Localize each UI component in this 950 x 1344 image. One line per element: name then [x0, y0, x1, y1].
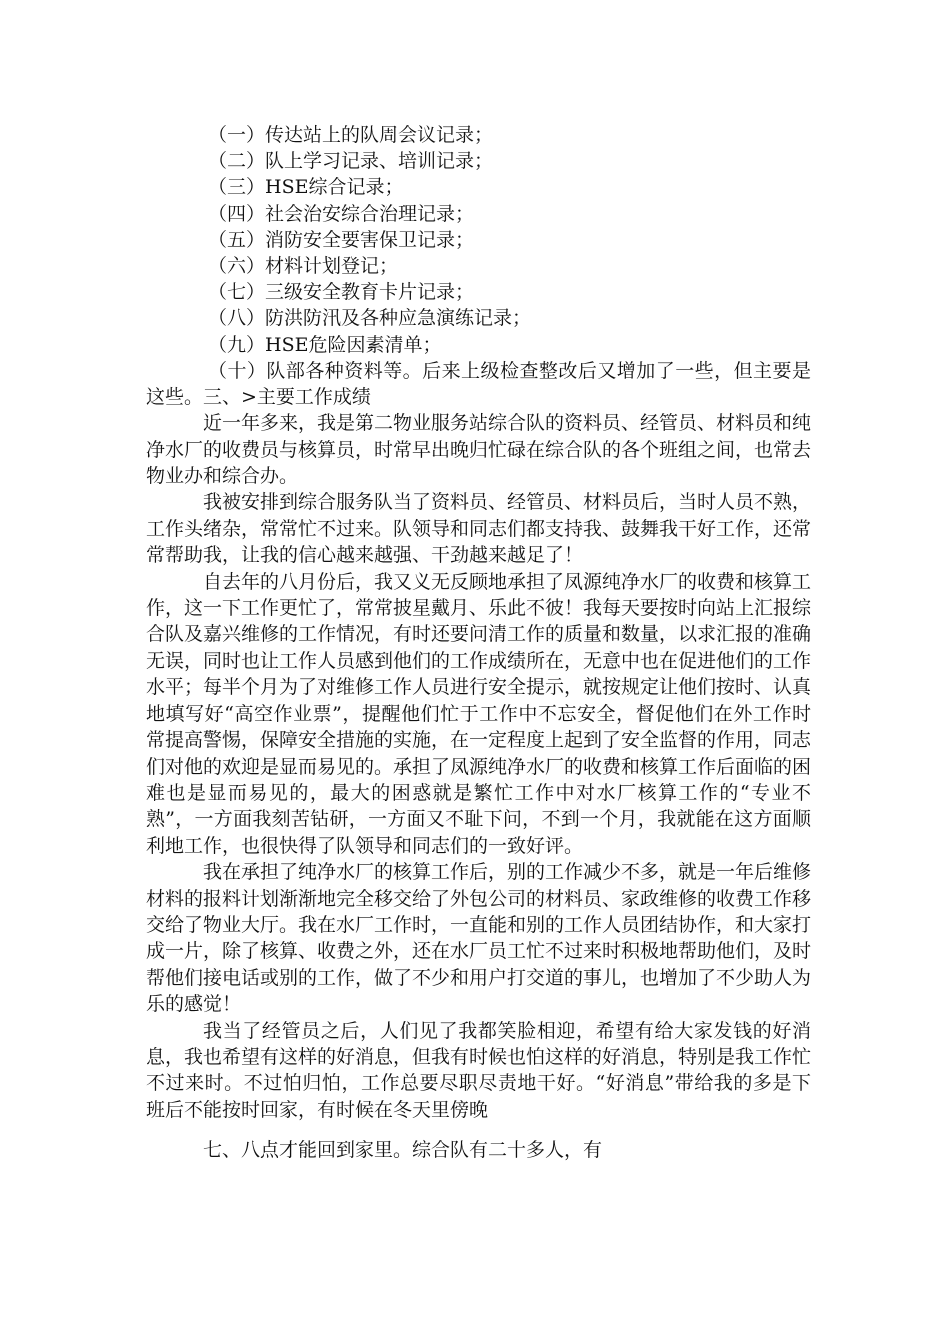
- list-item: （五）消防安全要害保卫记录；: [208, 228, 475, 251]
- body-paragraph: 近一年多来，我是第二物业服务站综合队的资料员、经管员、材料员和纯净水厂的收费员与核算员，时常早出晚归忙碌在综合队的各个班组之间，也常去物业办和综合办。: [146, 412, 812, 488]
- list-item: （三）HSE综合记录；: [208, 176, 404, 199]
- list-item-last: （十）队部各种资料等。后来上级检查整改后又增加了一些，但主要是这些。三、>主要工作成绩: [146, 359, 811, 409]
- list-item: （六）材料计划登记；: [208, 255, 399, 278]
- body-paragraph: 我当了经管员之后，人们见了我都笑脸相迎，希望有给大家发钱的好消息，我也希望有这样的好消息，但我有时候也怕这样的好消息，特别是我工作忙不过来时。不过怕归怕，工作总要尽职尽责地干好。“好消息”带给我的多是下班后不能按时回家，有时候在冬天里傍晚: [146, 1019, 812, 1121]
- list-item: （八）防洪防汛及各种应急演练记录；: [208, 307, 532, 330]
- body-paragraph: 我被安排到综合服务队当了资料员、经管员、材料员后，当时人员不熟，工作头绪杂，常常忙不过来。队领导和同志们都支持我、鼓舞我干好工作，还常常帮助我，让我的信心越来越强、干劲越来越足了！: [146, 491, 812, 567]
- list-item: （九）HSE危险因素清单；: [208, 333, 442, 356]
- list-item: （七）三级安全教育卡片记录；: [208, 281, 475, 304]
- list-item: （一）传达站上的队周会议记录；: [208, 124, 494, 146]
- body-paragraph: 我在承担了纯净水厂的核算工作后，别的工作减少不多，就是一年后维修材料的报料计划渐渐地完全移交给了外包公司的材料员、家政维修的收费工作移交给了物业大厅。我在水厂工作时，一直能和别的工作人员团结协作，和大家打成一片，除了核算、收费之外，还在水厂员工忙不过来时积极地帮助他们，及时帮他们接电话或别的工作，做了不少和用户打交道的事儿，也增加了不少助人为乐的感觉！: [146, 861, 812, 1016]
- body-paragraph: 自去年的八月份后，我又义无反顾地承担了凤源纯净水厂的收费和核算工作，这一下工作更忙了，常常披星戴月、乐此不彼！我每天要按时向站上汇报综合队及嘉兴维修的工作情况，有时还要问清工作的质量和数量，以求汇报的准确无误，同时也让工作人员感到他们的工作成绩所在，无意中也在促进他们的工作水平；每半个月为了对维修工作人员进行安全提示，就按规定让他们按时、认真地填写好“高空作业票”，提醒他们忙于工作中不忘安全，督促他们在外工作时常提高警惕，保障安全措施的实施，在一定程度上起到了安全监督的作用，同志们对他的欢迎是显而易见的。承担了凤源纯净水厂的收费和核算工作后面临的困难也是显而易见的，最大的困惑就是繁忙工作中对水厂核算工作的“专业不熟”，一方面我刻苦钻研，一方面又不耻下问，不到一个月，我就能在这方面顺利地工作，也很快得了队领导和同志们的一致好评。: [146, 570, 812, 857]
- list-item: （四）社会治安综合治理记录；: [208, 202, 475, 225]
- document-page: [146, 122, 811, 1164]
- tail-paragraph: 七、八点才能回到家里。综合队有二十多人，有: [203, 1139, 603, 1162]
- list-item: （二）队上学习记录、培训记录；: [208, 150, 494, 173]
